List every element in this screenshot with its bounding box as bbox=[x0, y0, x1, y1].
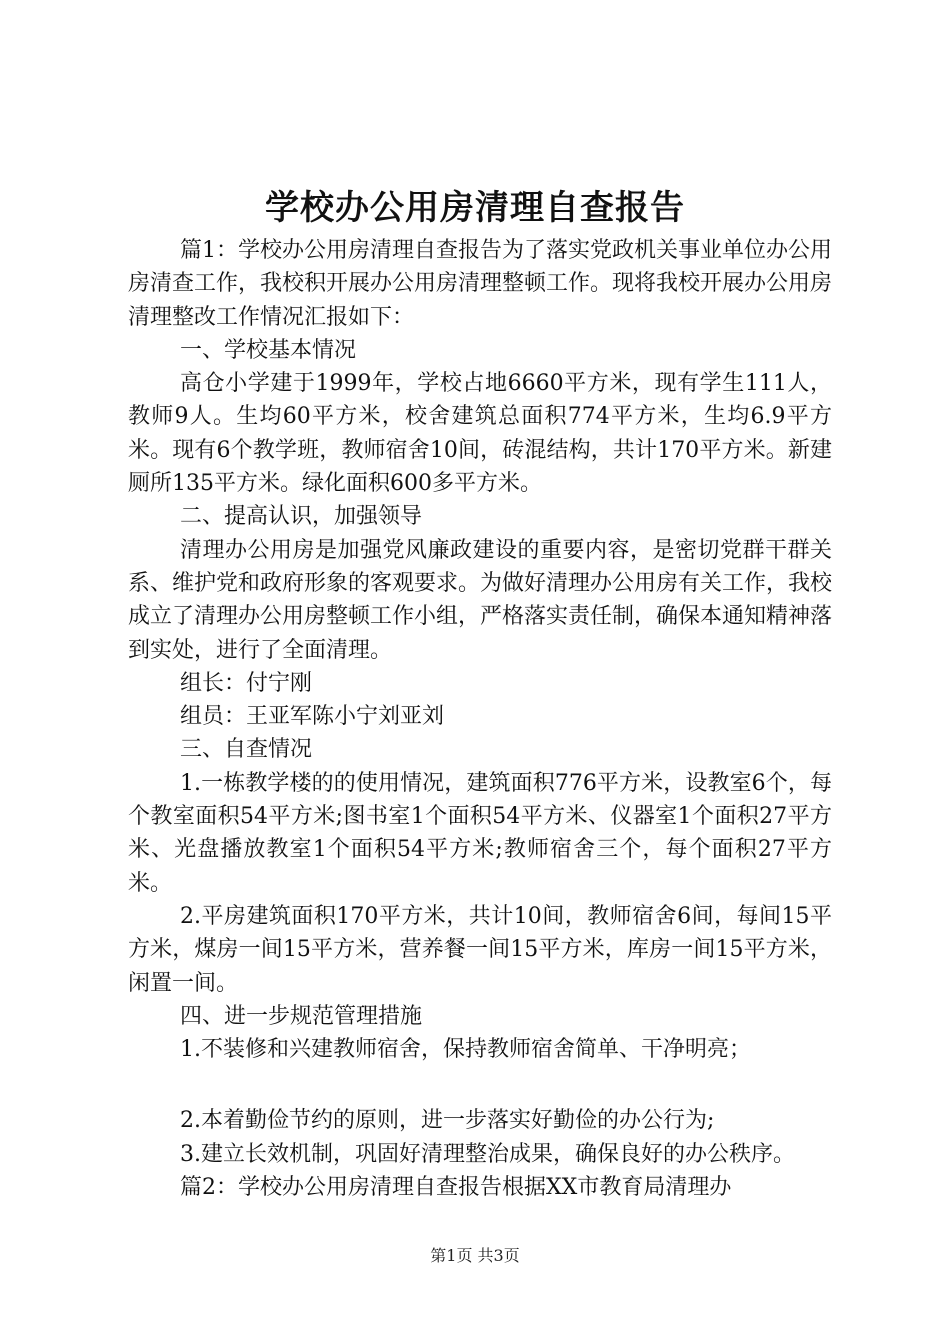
paragraph-basic-info: 高仓小学建于1999年，学校占地6660平方米，现有学生111人，教师9人。生均60平方米，校舍建筑总面积774平方米，生均6.9平方米。现有6个教学班，教师宿舍10间，砖混结构，共计170平方米。新建厕所135平方米。绿化面积600多平方米。 bbox=[128, 371, 832, 497]
paragraph-group-leader: 组长：付宁刚 bbox=[180, 670, 313, 696]
paragraph-part-2: 篇2：学校办公用房清理自查报告根据XX市教育局清理办 bbox=[180, 1175, 732, 1201]
paragraph-intro: 篇1：学校办公用房清理自查报告为了落实党政机关事业单位办公用房清查工作，我校积开展办公用房清理整顿工作。现将我校开展办公用房清理整改工作情况汇报如下： bbox=[128, 238, 833, 330]
document-body bbox=[128, 234, 832, 1204]
blank-line bbox=[128, 1066, 832, 1104]
section-heading-1: 一、学校基本情况 bbox=[180, 337, 357, 363]
section-heading-3: 三、自查情况 bbox=[180, 737, 313, 763]
page-number-footer: 第1页 共3页 bbox=[430, 1246, 520, 1265]
paragraph-measure-1: 1.不装修和兴建教师宿舍，保持教师宿舍简单、干净明亮； bbox=[180, 1037, 751, 1063]
paragraph-check-1: 1.一栋教学楼的的使用情况，建筑面积776平方米，设教室6个，每个教室面积54平方米;图书室1个面积54平方米、仪器室1个面积27平方米、光盘播放教室1个面积54平方米;教师宿舍三个，每个面积27平方米。 bbox=[128, 770, 832, 896]
paragraph-awareness: 清理办公用房是加强党风廉政建设的重要内容，是密切党群干群关系、维护党和政府形象的客观要求。为做好清理办公用房有关工作，我校成立了清理办公用房整顿工作小组，严格落实责任制，确保本通知精神落到实处，进行了全面清理。 bbox=[128, 537, 833, 663]
paragraph-measure-3: 3.建立长效机制，巩固好清理整治成果，确保良好的办公秩序。 bbox=[180, 1141, 795, 1167]
section-heading-2: 二、提高认识，加强领导 bbox=[180, 504, 423, 530]
section-heading-4: 四、进一步规范管理措施 bbox=[180, 1003, 423, 1029]
paragraph-group-members: 组员：王亚军陈小宁刘亚刘 bbox=[180, 704, 445, 730]
document-title: 学校办公用房清理自查报告 bbox=[265, 188, 685, 228]
paragraph-measure-2: 2.本着勤俭节约的原则，进一步落实好勤俭的办公行为; bbox=[180, 1108, 715, 1134]
paragraph-check-2: 2.平房建筑面积170平方米，共计10间，教师宿舍6间，每间15平方米，煤房一间15平方米，营养餐一间15平方米，库房一间15平方米，闲置一间。 bbox=[128, 903, 832, 996]
